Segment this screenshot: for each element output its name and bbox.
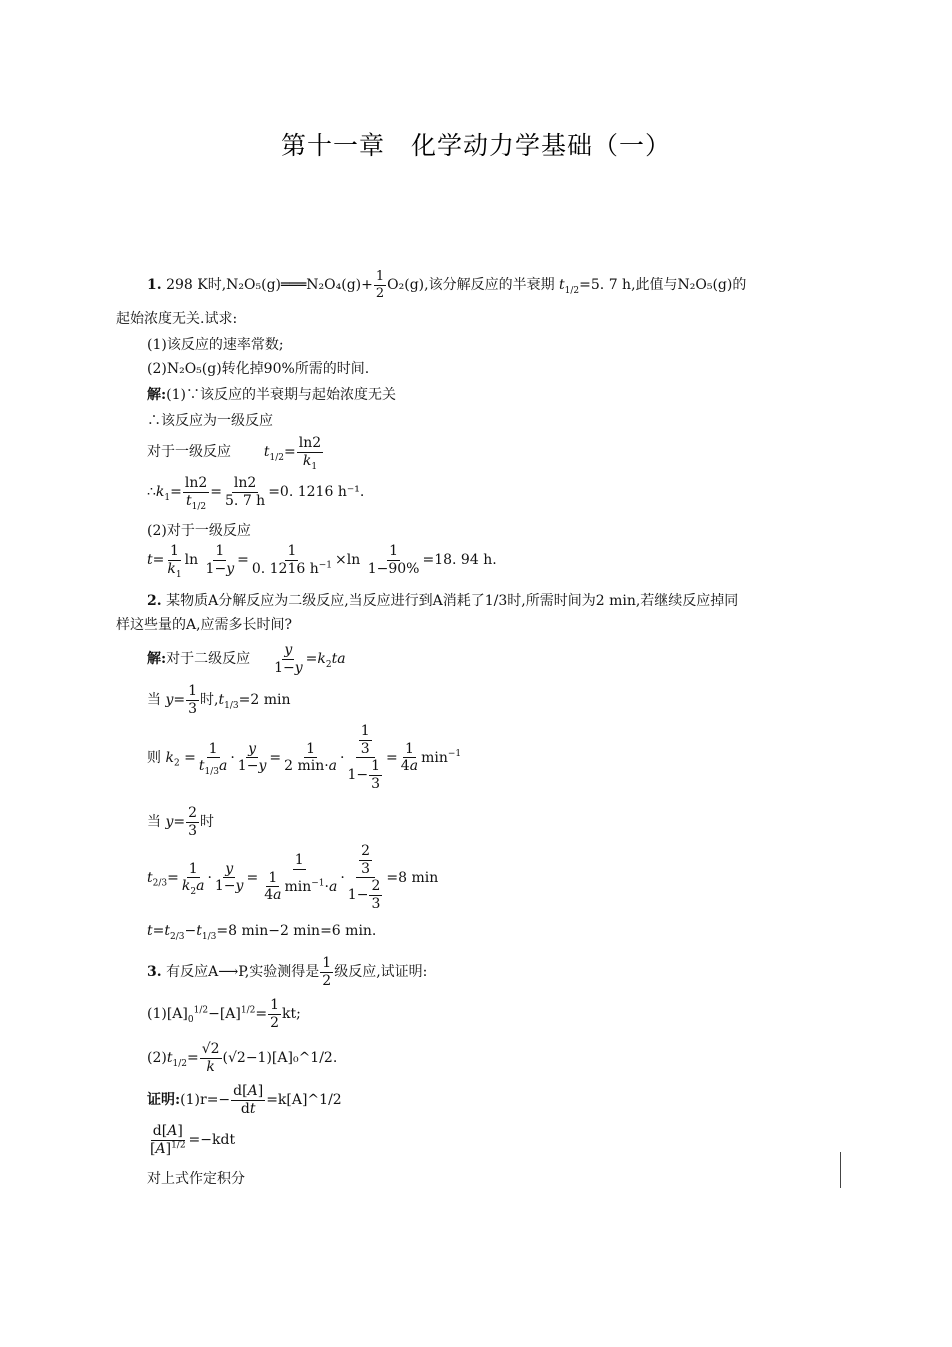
problem-2-t23-result: $t_{2/3}=$ $\frac{1}{k_2a}$ · $\frac{y}{1-y}$ = 1 $\frac{1}{4a}$ $\min^{-1}\cdot a$ · $\frac{2}{3}$ 1− $\frac{2}{3}$ =8 min [147,843,439,913]
problem-1-rate-constant-result: $\therefore k_1=$ $\frac{\ln 2}{t_{1/2}}$ = $\frac{\ln 2}{5. 7 h}$ =0. 1216 h⁻¹. [147,475,365,512]
problem-2-text-line2: 样这些量的A,应需多长时间? [116,617,293,633]
problem-3-proof-line2: $\frac{d[A]}{[A]^{1/2}}$ =−kdt [150,1123,236,1157]
problem-1-text-b: O₂(g),该分解反应的半衰期 [387,277,555,294]
problem-3-request-2: $(2)t_{1/2}=$ $\frac{√2}{k}$ (√2−1)[A]₀^1/2. [147,1041,338,1075]
problem-1-statement: 1. 298 K时,N₂O₅(g)═══N₂O₄(g)+ $\frac{1}{2}$ O₂(g),该分解反应的半衰期 $t_{1/2}=5$. 7 h,此值与N₂O₅(g)的 [147,269,747,301]
problem-1-text-a: 298 K时,N₂O₅(g)═══N₂O₄(g)+ [166,277,373,294]
fraction-one-half: $\frac{1}{2}$ [375,269,385,301]
problem-2-condition-1: 当 y= $\frac{1}{3}$ 时$,t_{1/3}=2$ min [147,683,291,717]
problem-2-k2-result: 则 $k_2$ = $\frac{1}{t_{1/3}a}$ · $\frac{y}{1-y}$ = 1 2 min·a · $\frac{1}{3}$ 1− $\frac{1}{3}$ = $\frac{1}{4a}$ $\min^{-1}$ [147,723,462,793]
problem-1-first-order-formula: 对于一级反应 $t_{1/2}=$ $\frac{\ln 2}{k_1}$ [147,435,322,472]
proof-label: 证明: [147,1092,181,1109]
problem-1-text-line2: 起始浓度无关.试求: [116,311,238,327]
problem-2-second-order-formula: 解:对于二级反应 $\frac{y}{1-y}$ $=k_2ta$ [147,642,346,676]
problem-3-proof-line1: 证明:(1)r=− $\frac{d[A]}{dt}$ =k[A]^1/2 [147,1083,342,1117]
problem-1-request-2: (2)N₂O₅(g)转化掉90%所需的时间. [147,361,370,377]
page-title: 第十一章 化学动力学基础（一） [280,131,671,160]
problem-3-number: 3. [147,964,162,981]
scan-edge-mark [840,1152,841,1188]
problem-2-statement: 2. 某物质A分解反应为二级反应,当反应进行到A消耗了1/3时,所需时间为2 min,若继续反应掉同 [147,593,739,609]
problem-1-solution-line1: 解:(1)∵该反应的半衰期与起始浓度无关 [147,387,397,403]
problem-2-number: 2. [147,593,162,609]
problem-1-solution-line5: (2)对于一级反应 [147,523,251,539]
problem-1-time-result: t= $\frac{1}{k_1}$ ln $\frac{1}{1-y}$ = $\frac{1}{0. 1216 h^{-1}}$ ×ln $\frac{1}{1-90\%}$ =18. 94 h. [147,543,497,580]
problem-1-solution-line2: ∴该反应为一级反应 [147,413,273,429]
problem-1-request-1: (1)该反应的速率常数; [147,337,284,353]
problem-3-statement: 3. 有反应A⟶P,实验测得是 $\frac{1}{2}$ 级反应,试证明: [147,955,428,989]
problem-2-final-result: $t=t_{2/3}-t_{1/3}=8$ min−2 min=6 min. [147,923,377,942]
problem-2-condition-2: 当 y= $\frac{2}{3}$ 时 [147,805,215,839]
problem-3-request-1: $(1)[A]_0^{1/2}-[A]^{1/2}=$ $\frac{1}{2}$ kt; [147,997,301,1031]
problem-1-text-c: =5. 7 h,此值与N₂O₅(g)的 [579,277,747,294]
solution-label: 解: [147,387,167,403]
problem-1-number: 1. [147,277,162,294]
problem-3-proof-line3: 对上式作定积分 [147,1171,245,1187]
